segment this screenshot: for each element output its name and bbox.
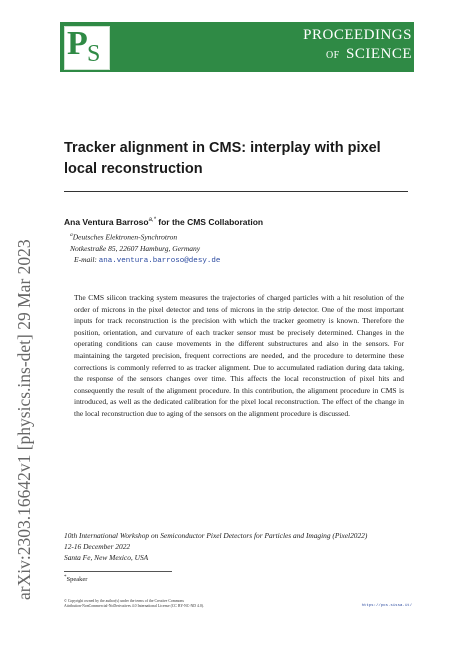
copyright-line-2: Attribution-NonCommercial-NoDerivatives 4.0 International License (CC BY-NC-ND 4.0). xyxy=(64,604,204,609)
affiliation-institute: Deutsches Elektronen-Synchrotron xyxy=(72,232,178,242)
conference-dates: 12-16 December 2022 xyxy=(64,542,131,551)
proceedings-of-science-wordmark xyxy=(303,27,412,66)
footnote-divider xyxy=(64,571,172,572)
footnote-mark: * xyxy=(64,575,67,580)
footnote xyxy=(64,575,87,583)
affiliation xyxy=(70,230,200,254)
title-divider xyxy=(64,191,408,192)
affiliation-address: Notkestraße 85, 22607 Hamburg, Germany xyxy=(70,243,201,253)
brand-science: SCIENCE xyxy=(345,46,412,62)
author-line xyxy=(64,217,263,227)
abstract: The CMS silicon tracking system measures the trajectories of charged particles with a hit resolution of the order of microns in the pixel detector and tens of microns in the strip detector. One of the most important inputs for track reconstruction is the precision with which the tracker geometry is known. Therefore the position, orientation, and curvature of each tracker sensor must be precisely determined. Changes in the operating conditions can cause movements in the different substructures and also in the sensors. For maintaining the targeted precision, frequent corrections are needed, and the procedure to determine these corrections is commonly referred to as tracker alignment. Due to accumulated radiation during data taking, the response of the sensors changes over time. This affects the local reconstruction of pixel hits and consequently the result of the alignment procedure. In this contribution, the alignment procedure in CMS is introduced, as well as the dedicated calibration for the pixel local reconstruction. The effect of the change in the local reconstruction due to aging of the sensors on the alignment procedure is discussed. xyxy=(74,293,404,418)
author-marks: a,* xyxy=(148,217,156,224)
email-link[interactable]: ana.ventura.barroso@desy.de xyxy=(98,257,221,265)
conference-name: 10th International Workshop on Semiconductor Pixel Detectors for Particles and Imaging (Pixel2022) xyxy=(64,531,368,540)
copyright-notice xyxy=(64,599,314,610)
pos-url-link[interactable]: https://pos.sissa.it/ xyxy=(361,604,412,608)
email-line xyxy=(74,255,220,265)
logo-letter-p: P xyxy=(67,25,88,62)
copyright-line-1: © Copyright owned by the author(s) under the terms of the Creative Commons xyxy=(64,599,184,603)
brand-line-science xyxy=(303,44,412,66)
arxiv-identifier: arXiv:2303.16642v1 [physics.ins-det] 29 Mar 2023 xyxy=(14,239,34,600)
affiliation-mark: a xyxy=(70,232,73,238)
brand-line-proceedings: PROCEEDINGS xyxy=(303,27,412,43)
author-collaboration: for the CMS Collaboration xyxy=(155,217,264,227)
author-name: Ana Ventura Barroso xyxy=(64,217,149,227)
pos-logo xyxy=(64,26,110,70)
logo-letter-s: S xyxy=(87,41,101,67)
brand-of: OF xyxy=(325,50,340,61)
conference-location: Santa Fe, New Mexico, USA xyxy=(64,553,149,562)
footnote-text: Speaker xyxy=(66,576,88,584)
conference-info xyxy=(64,530,367,563)
paper-title: Tracker alignment in CMS: interplay with pixel local reconstruction xyxy=(64,140,381,177)
email-label: E-mail: xyxy=(74,255,99,264)
